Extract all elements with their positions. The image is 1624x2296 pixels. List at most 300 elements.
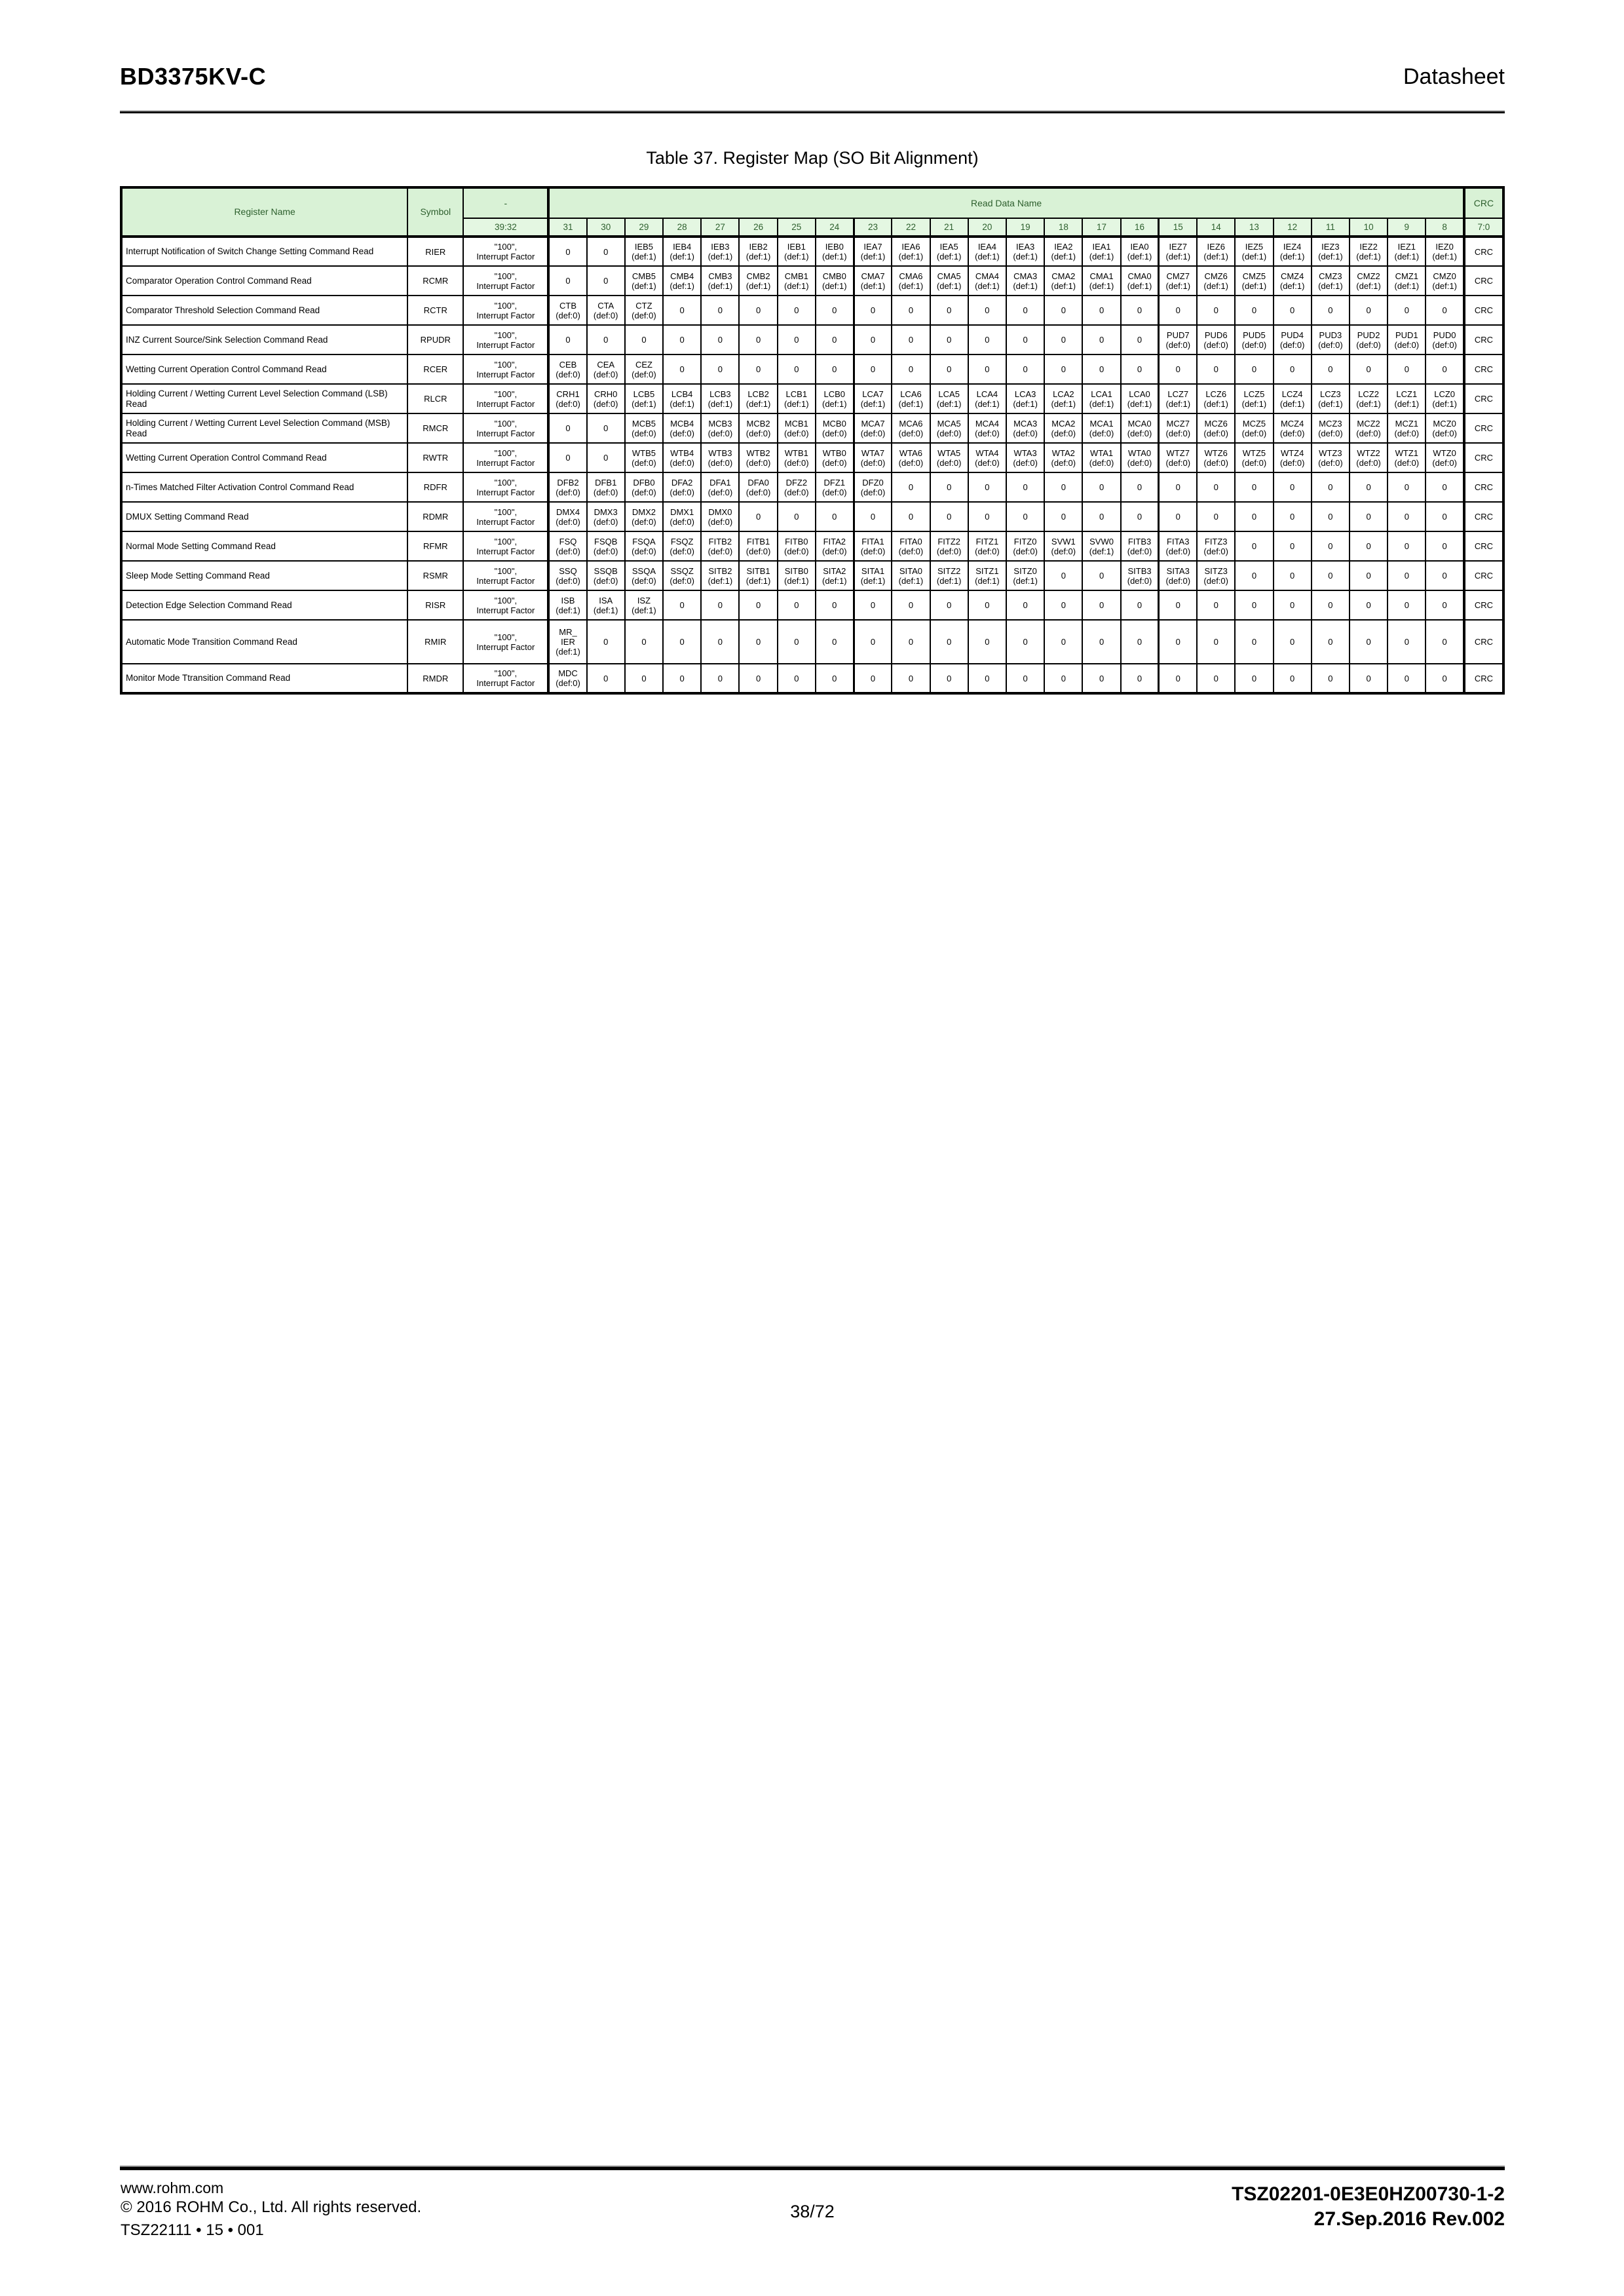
bit-cell: IEB1 (def:1) [778, 237, 816, 266]
bit-cell: LCZ6 (def:1) [1197, 384, 1235, 413]
document-type-label: Datasheet [1403, 64, 1505, 89]
bit-number-header: 18 [1044, 218, 1082, 237]
bit-cell: LCZ4 (def:1) [1274, 384, 1312, 413]
bit-cell: MCB3 (def:0) [701, 413, 739, 443]
register-name-header: Register Name [121, 187, 407, 237]
crc-cell: CRC [1464, 443, 1503, 472]
bit-number-header: 19 [1006, 218, 1044, 237]
bit-cell: IEA7 (def:1) [854, 237, 892, 266]
bit-cell: WTZ4 (def:0) [1274, 443, 1312, 472]
register-row-RSMR [121, 561, 1503, 590]
bit-cell: 0 [1274, 354, 1312, 384]
bit-cell: LCB3 (def:1) [701, 384, 739, 413]
bit-cell: LCA1 (def:1) [1082, 384, 1120, 413]
bit-number-header: 10 [1350, 218, 1388, 237]
bit-cell: MR_ IER (def:1) [548, 620, 586, 664]
bit-cell: 0 [816, 502, 854, 531]
register-name: Normal Mode Setting Command Read [121, 531, 407, 561]
crc-cell: CRC [1464, 502, 1503, 531]
bit-cell: WTZ2 (def:0) [1350, 443, 1388, 472]
bit-cell: WTB1 (def:0) [778, 443, 816, 472]
bit-cell: SITB1 (def:1) [739, 561, 777, 590]
bit-cell: WTB0 (def:0) [816, 443, 854, 472]
bit-cell: MCA0 (def:0) [1121, 413, 1159, 443]
bit-cell: 0 [1426, 296, 1463, 325]
bit-cell: CMA5 (def:1) [930, 266, 968, 296]
register-symbol: RCMR [407, 266, 463, 296]
bit-cell: DFZ0 (def:0) [854, 472, 892, 502]
bit-cell: 0 [1235, 472, 1273, 502]
bit-cell: SITA0 (def:1) [892, 561, 930, 590]
bit-cell: 0 [816, 325, 854, 354]
bit-cell: 0 [1312, 531, 1350, 561]
bit-cell: 0 [1044, 354, 1082, 384]
product-name: BD3375KV-C [120, 63, 267, 90]
bit-cell: CRH1 (def:0) [548, 384, 586, 413]
bit-number-header: 13 [1235, 218, 1273, 237]
bit-cell: WTZ0 (def:0) [1426, 443, 1463, 472]
bit-cell: LCZ3 (def:1) [1312, 384, 1350, 413]
interrupt-factor: "100", Interrupt Factor [463, 664, 548, 693]
bit-cell: 0 [930, 664, 968, 693]
bit-cell: 0 [1197, 354, 1235, 384]
bit-cell: 0 [1235, 502, 1273, 531]
bit-cell: 0 [663, 354, 701, 384]
bit-cell: 0 [1044, 325, 1082, 354]
register-row-RCER [121, 354, 1503, 384]
bit-cell: 0 [1350, 590, 1388, 620]
footer-copyright: © 2016 ROHM Co., Ltd. All rights reserved. [121, 2198, 422, 2216]
interrupt-factor: "100", Interrupt Factor [463, 413, 548, 443]
bit-cell: 0 [1274, 620, 1312, 664]
bit-cell: 0 [1159, 664, 1197, 693]
bit-cell: IEZ3 (def:1) [1312, 237, 1350, 266]
bit-cell: ISB (def:1) [548, 590, 586, 620]
bit-cell: 0 [625, 325, 663, 354]
bit-cell: DFZ2 (def:0) [778, 472, 816, 502]
footer-reference-code: TSZ02201-0E3E0HZ00730-1-2 [1232, 2183, 1505, 2205]
bit-cell: FITB1 (def:0) [739, 531, 777, 561]
register-symbol: RCER [407, 354, 463, 384]
bit-cell: 0 [1388, 472, 1426, 502]
bit-cell: CMB5 (def:1) [625, 266, 663, 296]
bit-cell: CTB (def:0) [548, 296, 586, 325]
register-name: Wetting Current Operation Control Command Read [121, 354, 407, 384]
bit-cell: IEA1 (def:1) [1082, 237, 1120, 266]
bit-cell: 0 [930, 296, 968, 325]
bit-cell: CMA1 (def:1) [1082, 266, 1120, 296]
interrupt-factor: "100", Interrupt Factor [463, 531, 548, 561]
bit-cell: 0 [930, 354, 968, 384]
bit-cell: 0 [930, 590, 968, 620]
interrupt-factor: "100", Interrupt Factor [463, 472, 548, 502]
bit-cell: IEB3 (def:1) [701, 237, 739, 266]
bit-cell: LCB4 (def:1) [663, 384, 701, 413]
bit-cell: 0 [1350, 664, 1388, 693]
bit-cell: DFA0 (def:0) [739, 472, 777, 502]
bit-cell: 0 [1044, 472, 1082, 502]
bit-cell: CEA (def:0) [587, 354, 625, 384]
bit-cell: 0 [1235, 531, 1273, 561]
bit-cell: IEZ5 (def:1) [1235, 237, 1273, 266]
register-row-RIER [121, 237, 1503, 266]
bit-cell: 0 [1388, 354, 1426, 384]
bit-cell: 0 [1082, 354, 1120, 384]
bit-cell: 0 [930, 502, 968, 531]
bit-cell: IEB0 (def:1) [816, 237, 854, 266]
bit-cell: 0 [1312, 664, 1350, 693]
bit-cell: 0 [739, 590, 777, 620]
header-row-main [121, 187, 1503, 218]
bit-cell: 0 [968, 664, 1006, 693]
bit-cell: 0 [968, 354, 1006, 384]
bit-cell: SITZ0 (def:1) [1006, 561, 1044, 590]
bit-cell: 0 [968, 472, 1006, 502]
bit-cell: 0 [778, 664, 816, 693]
crc-cell: CRC [1464, 354, 1503, 384]
bit-cell: MCA4 (def:0) [968, 413, 1006, 443]
bit-cell: 0 [1006, 664, 1044, 693]
bit-cell: WTZ7 (def:0) [1159, 443, 1197, 472]
bit-cell: SITA3 (def:0) [1159, 561, 1197, 590]
interrupt-factor: "100", Interrupt Factor [463, 325, 548, 354]
bit-cell: LCZ0 (def:1) [1426, 384, 1463, 413]
bit-cell: 0 [1274, 472, 1312, 502]
bit-cell: MCA2 (def:0) [1044, 413, 1082, 443]
bit-cell: LCZ7 (def:1) [1159, 384, 1197, 413]
bit-cell: 0 [1350, 472, 1388, 502]
bit-cell: 0 [1235, 561, 1273, 590]
bit-cell: MCZ5 (def:0) [1235, 413, 1273, 443]
bit-cell: 0 [778, 590, 816, 620]
bit-cell: DMX0 (def:0) [701, 502, 739, 531]
bit-cell: 0 [587, 443, 625, 472]
bit-cell: 0 [778, 296, 816, 325]
bit-cell: CMA0 (def:1) [1121, 266, 1159, 296]
symbol-header: Symbol [407, 187, 463, 237]
bit-cell: DFB1 (def:0) [587, 472, 625, 502]
bit-cell: CMA7 (def:1) [854, 266, 892, 296]
bit-cell: IEA5 (def:1) [930, 237, 968, 266]
bit-cell: LCA3 (def:1) [1006, 384, 1044, 413]
register-name: Interrupt Notification of Switch Change Setting Command Read [121, 237, 407, 266]
bit-number-header: 20 [968, 218, 1006, 237]
bit-cell: 0 [816, 664, 854, 693]
bit-cell: IEZ2 (def:1) [1350, 237, 1388, 266]
bit-cell: FITB0 (def:0) [778, 531, 816, 561]
bit-cell: 0 [663, 664, 701, 693]
bit-cell: SITB2 (def:1) [701, 561, 739, 590]
bit-cell: MCA6 (def:0) [892, 413, 930, 443]
bit-cell: FITA2 (def:0) [816, 531, 854, 561]
bit-cell: 0 [1159, 502, 1197, 531]
bit-cell: CRH0 (def:0) [587, 384, 625, 413]
bit-cell: 0 [587, 266, 625, 296]
bit-cell: FITB2 (def:0) [701, 531, 739, 561]
bit-cell: LCA2 (def:1) [1044, 384, 1082, 413]
bit-cell: 0 [1121, 354, 1159, 384]
bit-cell: 0 [1426, 502, 1463, 531]
bit-cell: 0 [701, 590, 739, 620]
bit-cell: 0 [854, 325, 892, 354]
bit-cell: 0 [1082, 561, 1120, 590]
bit-cell: 0 [1082, 296, 1120, 325]
bit-cell: 0 [1350, 354, 1388, 384]
register-row-RWTR [121, 443, 1503, 472]
bit-cell: 0 [1006, 502, 1044, 531]
bit-cell: MCA1 (def:0) [1082, 413, 1120, 443]
bit-cell: WTB2 (def:0) [739, 443, 777, 472]
bit-cell: FITZ1 (def:0) [968, 531, 1006, 561]
register-row-RMCR [121, 413, 1503, 443]
bit-cell: 0 [1388, 620, 1426, 664]
crc-cell: CRC [1464, 325, 1503, 354]
register-symbol: RDMR [407, 502, 463, 531]
bit-cell: SITZ2 (def:1) [930, 561, 968, 590]
bit-cell: SITB3 (def:0) [1121, 561, 1159, 590]
bit-cell: 0 [892, 590, 930, 620]
register-map-table [120, 186, 1505, 695]
bit-cell: 0 [1121, 472, 1159, 502]
bit-cell: 0 [1121, 590, 1159, 620]
interrupt-factor-header: - [463, 187, 548, 218]
bit-cell: LCB2 (def:1) [739, 384, 777, 413]
register-name: INZ Current Source/Sink Selection Command Read [121, 325, 407, 354]
bit-cell: 0 [739, 502, 777, 531]
bit-cell: 0 [701, 354, 739, 384]
bit-cell: 0 [968, 325, 1006, 354]
bit-cell: 0 [892, 325, 930, 354]
footer-website: www.rohm.com [121, 2179, 224, 2196]
bit-cell: FITZ3 (def:0) [1197, 531, 1235, 561]
bit-cell: 0 [930, 325, 968, 354]
register-name: Wetting Current Operation Control Command Read [121, 443, 407, 472]
bit-cell: LCA6 (def:1) [892, 384, 930, 413]
bit-cell: PUD2 (def:0) [1350, 325, 1388, 354]
bit-cell: 0 [1426, 590, 1463, 620]
bit-cell: CMZ1 (def:1) [1388, 266, 1426, 296]
bit-cell: LCZ1 (def:1) [1388, 384, 1426, 413]
table-title: Table 37. Register Map (SO Bit Alignment) [646, 148, 979, 168]
bit-cell: WTB5 (def:0) [625, 443, 663, 472]
bit-cell: LCA7 (def:1) [854, 384, 892, 413]
bit-cell: CMZ2 (def:1) [1350, 266, 1388, 296]
bit-cell: CTA (def:0) [587, 296, 625, 325]
bit-cell: 0 [1312, 354, 1350, 384]
bit-cell: DFZ1 (def:0) [816, 472, 854, 502]
register-symbol: RMCR [407, 413, 463, 443]
bit-cell: 0 [1235, 664, 1273, 693]
bit-cell: PUD7 (def:0) [1159, 325, 1197, 354]
crc-cell: CRC [1464, 561, 1503, 590]
bit-cell: MCA7 (def:0) [854, 413, 892, 443]
bit-cell: 0 [1197, 472, 1235, 502]
bit-cell: 0 [587, 664, 625, 693]
bit-cell: 0 [625, 664, 663, 693]
bit-cell: 0 [1312, 620, 1350, 664]
bit-cell: 0 [701, 325, 739, 354]
crc-cell: CRC [1464, 296, 1503, 325]
crc-cell: CRC [1464, 531, 1503, 561]
bit-cell: 0 [587, 237, 625, 266]
bit-cell: MCZ1 (def:0) [1388, 413, 1426, 443]
bit-cell: WTB3 (def:0) [701, 443, 739, 472]
register-name: Comparator Operation Control Command Read [121, 266, 407, 296]
bit-cell: CTZ (def:0) [625, 296, 663, 325]
bit-cell: FITB3 (def:0) [1121, 531, 1159, 561]
bit-cell: 0 [930, 472, 968, 502]
bit-cell: 0 [892, 502, 930, 531]
bit-cell: 0 [1426, 561, 1463, 590]
register-name: Sleep Mode Setting Command Read [121, 561, 407, 590]
bit-cell: SSQA (def:0) [625, 561, 663, 590]
bit-cell: LCZ2 (def:1) [1350, 384, 1388, 413]
bit-cell: 0 [1006, 590, 1044, 620]
bit-cell: LCB1 (def:1) [778, 384, 816, 413]
bit-cell: 0 [1197, 296, 1235, 325]
bit-cell: 0 [548, 325, 586, 354]
bit-cell: 0 [1426, 354, 1463, 384]
bit-cell: MCB2 (def:0) [739, 413, 777, 443]
interrupt-factor: "100", Interrupt Factor [463, 590, 548, 620]
bit-cell: 0 [1082, 502, 1120, 531]
bit-cell: CMZ7 (def:1) [1159, 266, 1197, 296]
crc-cell: CRC [1464, 237, 1503, 266]
bit-cell: CMB1 (def:1) [778, 266, 816, 296]
bit-cell: 0 [1235, 590, 1273, 620]
bit-cell: 0 [1312, 590, 1350, 620]
bit-cell: IEA2 (def:1) [1044, 237, 1082, 266]
bit-cell: FSQB (def:0) [587, 531, 625, 561]
bit-cell: 0 [1121, 620, 1159, 664]
bit-cell: 0 [739, 325, 777, 354]
register-symbol: RSMR [407, 561, 463, 590]
bit-cell: 0 [701, 664, 739, 693]
bit-cell: WTA6 (def:0) [892, 443, 930, 472]
bit-cell: 0 [930, 620, 968, 664]
bit-cell: 0 [1006, 620, 1044, 664]
bit-cell: DMX3 (def:0) [587, 502, 625, 531]
bit-cell: 0 [816, 620, 854, 664]
bit-cell: 0 [854, 502, 892, 531]
interrupt-factor: "100", Interrupt Factor [463, 354, 548, 384]
bit-cell: 0 [854, 296, 892, 325]
interrupt-factor: "100", Interrupt Factor [463, 237, 548, 266]
bit-cell: FITZ2 (def:0) [930, 531, 968, 561]
interrupt-factor: "100", Interrupt Factor [463, 443, 548, 472]
bit-cell: 0 [1388, 531, 1426, 561]
bit-cell: 0 [739, 620, 777, 664]
register-row-RISR [121, 590, 1503, 620]
bit-cell: CMA4 (def:1) [968, 266, 1006, 296]
bit-cell: 0 [1388, 502, 1426, 531]
bit-cell: SITA1 (def:1) [854, 561, 892, 590]
bit-cell: IEB4 (def:1) [663, 237, 701, 266]
bit-cell: 0 [1197, 664, 1235, 693]
interrupt-factor: "100", Interrupt Factor [463, 502, 548, 531]
bit-cell: LCB0 (def:1) [816, 384, 854, 413]
bit-cell: FITA0 (def:0) [892, 531, 930, 561]
register-name: n-Times Matched Filter Activation Control Command Read [121, 472, 407, 502]
bit-cell: 0 [1388, 590, 1426, 620]
bit-cell: 0 [1006, 325, 1044, 354]
bit-cell: CMA2 (def:1) [1044, 266, 1082, 296]
bit-cell: 0 [892, 296, 930, 325]
bit-cell: 0 [854, 354, 892, 384]
footer-divider [120, 2166, 1505, 2170]
bit-cell: 0 [1159, 354, 1197, 384]
register-symbol: RMDR [407, 664, 463, 693]
bit-cell: IEB2 (def:1) [739, 237, 777, 266]
bit-cell: LCA0 (def:1) [1121, 384, 1159, 413]
bit-cell: 0 [1274, 502, 1312, 531]
bit-cell: MCB0 (def:0) [816, 413, 854, 443]
bit-cell: WTA4 (def:0) [968, 443, 1006, 472]
bit-cell: WTA3 (def:0) [1006, 443, 1044, 472]
interrupt-factor: "100", Interrupt Factor [463, 384, 548, 413]
bit-cell: 0 [587, 325, 625, 354]
bit-cell: MCB1 (def:0) [778, 413, 816, 443]
bit-cell: ISA (def:1) [587, 590, 625, 620]
register-row-RMIR [121, 620, 1503, 664]
bit-cell: SVW0 (def:1) [1082, 531, 1120, 561]
bit-cell: CMZ4 (def:1) [1274, 266, 1312, 296]
crc-cell: CRC [1464, 413, 1503, 443]
bit-cell: 0 [1197, 620, 1235, 664]
crc-header: CRC [1464, 187, 1503, 218]
bit-cell: IEA0 (def:1) [1121, 237, 1159, 266]
bit-cell: DFA1 (def:0) [701, 472, 739, 502]
bit-cell: 0 [587, 620, 625, 664]
bit-cell: SITZ1 (def:1) [968, 561, 1006, 590]
bit-cell: 0 [778, 620, 816, 664]
crc-cell: CRC [1464, 266, 1503, 296]
bit-cell: 0 [816, 296, 854, 325]
bit-cell: MCB5 (def:0) [625, 413, 663, 443]
bit-cell: MCA5 (def:0) [930, 413, 968, 443]
bit-cell: 0 [1235, 354, 1273, 384]
bit-cell: 0 [1082, 590, 1120, 620]
bit-cell: MCZ0 (def:0) [1426, 413, 1463, 443]
bit-number-header: 29 [625, 218, 663, 237]
bit-cell: ISZ (def:1) [625, 590, 663, 620]
bit-cell: 0 [1388, 664, 1426, 693]
bit-cell: CMA6 (def:1) [892, 266, 930, 296]
register-name: Holding Current / Wetting Current Level Selection Command (MSB) Read [121, 413, 407, 443]
bit-cell: 0 [1121, 502, 1159, 531]
bit-cell: FITA3 (def:0) [1159, 531, 1197, 561]
bit-cell: 0 [1044, 620, 1082, 664]
interrupt-factor: "100", Interrupt Factor [463, 620, 548, 664]
bit-cell: 0 [1159, 472, 1197, 502]
bit-cell: CMB2 (def:1) [739, 266, 777, 296]
header-divider [120, 110, 1505, 113]
bit-cell: 0 [816, 590, 854, 620]
bits-39-32-header: 39:32 [463, 218, 548, 237]
bit-number-header: 23 [854, 218, 892, 237]
bit-cell: 0 [1159, 590, 1197, 620]
register-name: Holding Current / Wetting Current Level Selection Command (LSB) Read [121, 384, 407, 413]
register-row-RDFR [121, 472, 1503, 502]
bit-cell: PUD0 (def:0) [1426, 325, 1463, 354]
bit-cell: 0 [739, 354, 777, 384]
bit-cell: 0 [854, 590, 892, 620]
bit-cell: CMB4 (def:1) [663, 266, 701, 296]
bit-cell: 0 [1044, 664, 1082, 693]
bit-cell: 0 [968, 502, 1006, 531]
bit-cell: FSQZ (def:0) [663, 531, 701, 561]
bit-cell: 0 [1274, 561, 1312, 590]
